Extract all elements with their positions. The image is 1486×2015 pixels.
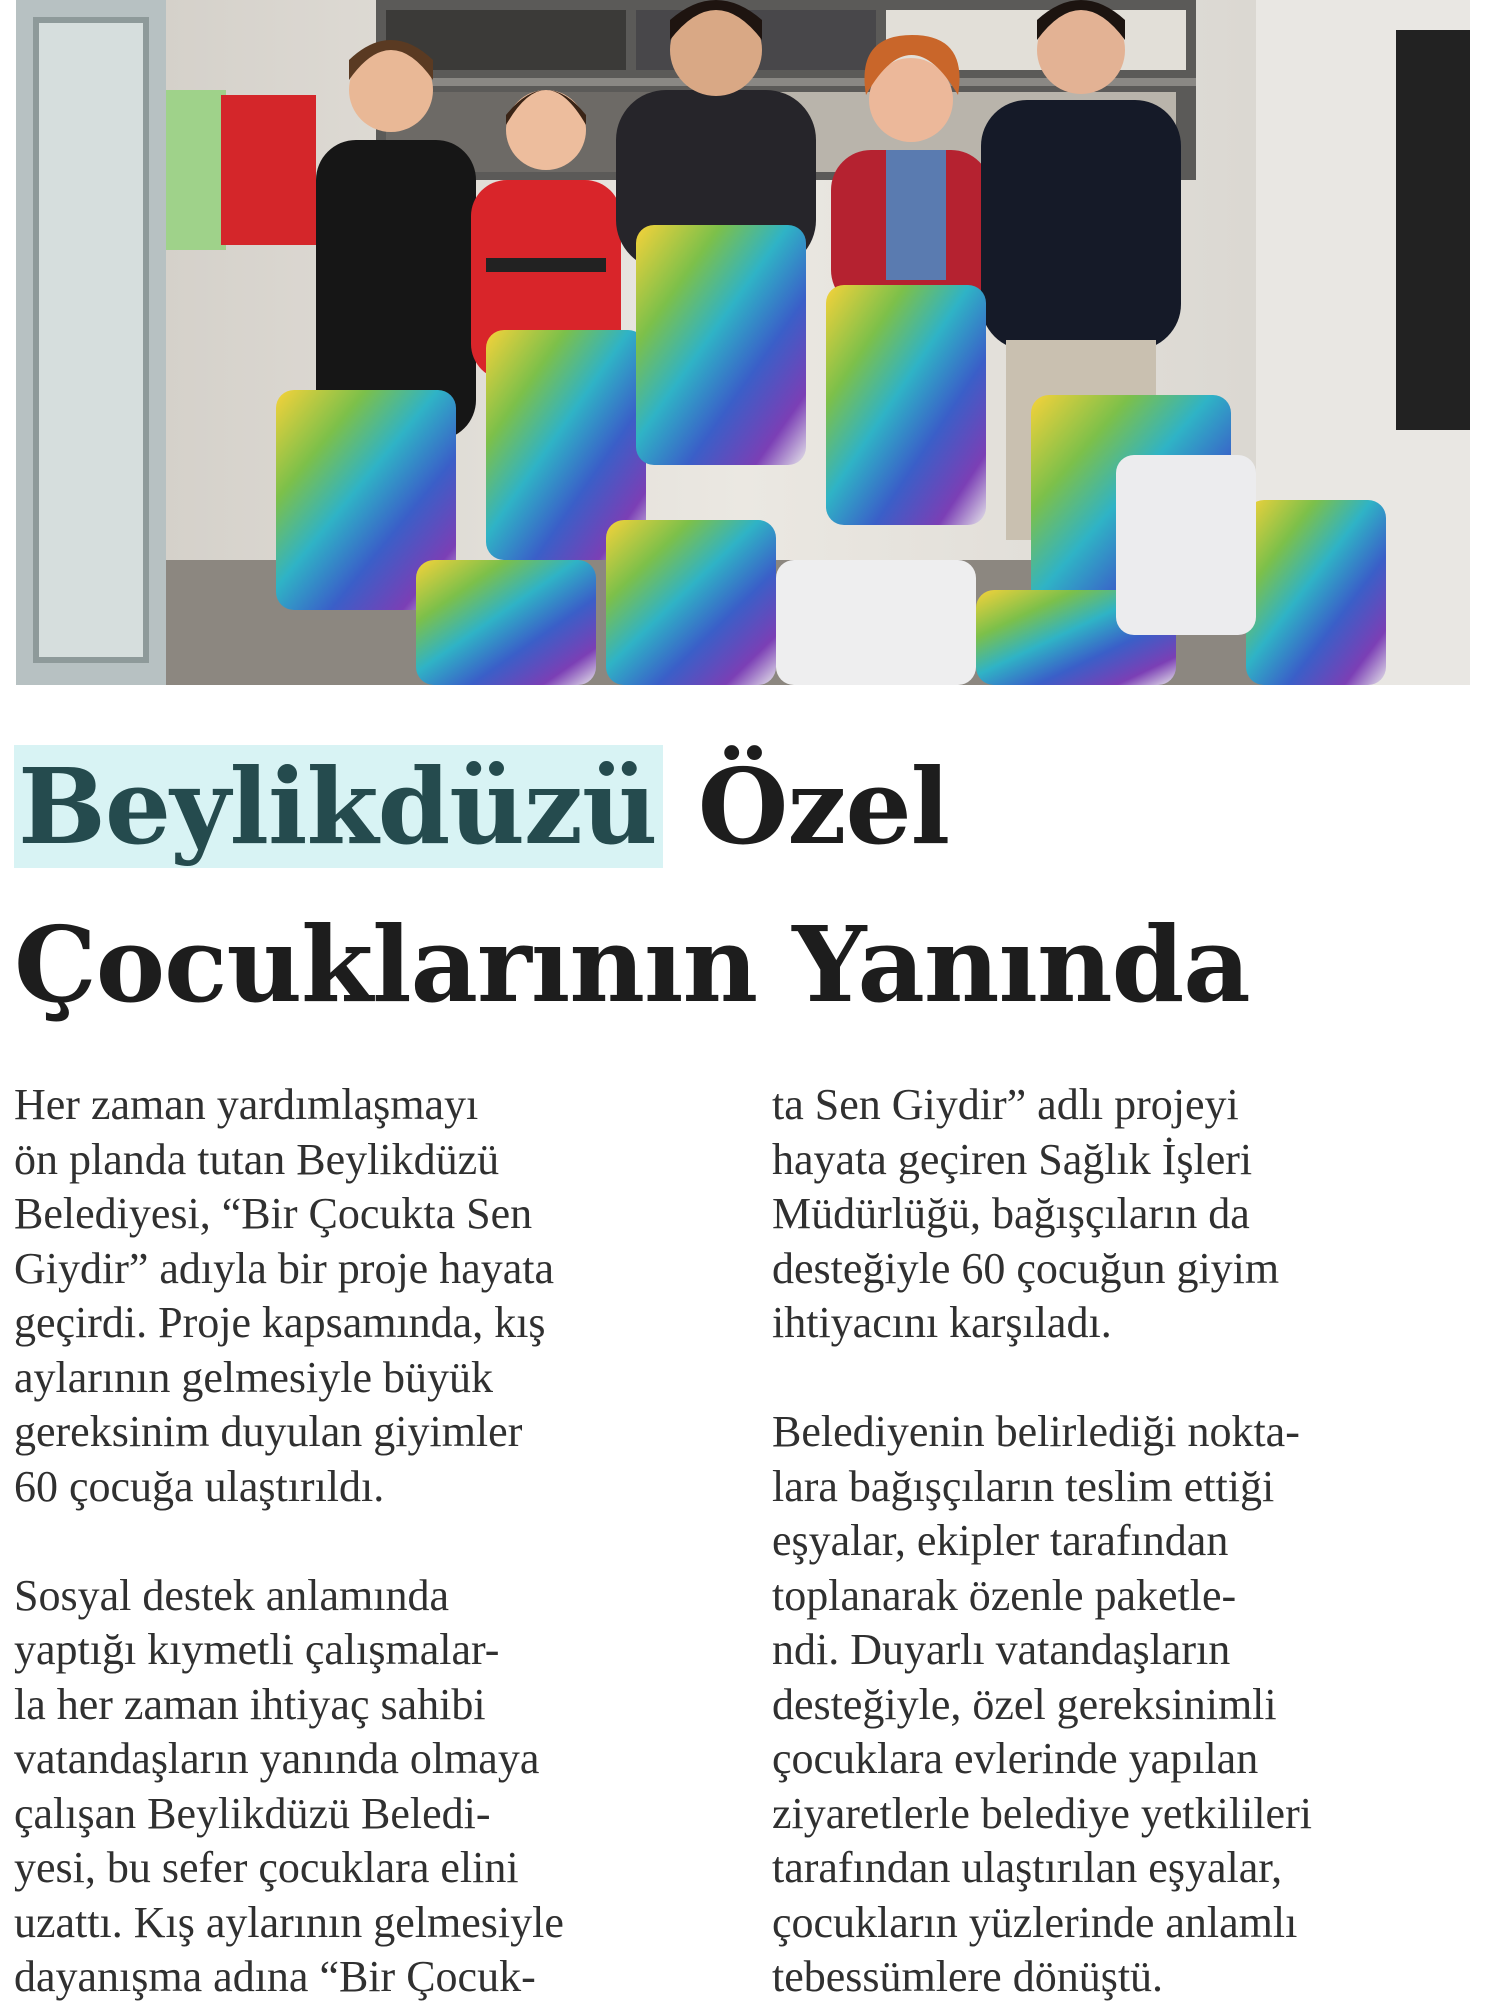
text-line: la her zaman ihtiyaç sahibi <box>14 1679 486 1729</box>
headline-line-1 <box>14 728 1474 886</box>
paragraph <box>772 1078 1486 1351</box>
text-line: tebessümlere dönüştü. <box>772 1952 1164 2001</box>
text-line: uzattı. Kış aylarının gelmesiyle <box>14 1897 564 1947</box>
text-line: toplanarak özenle paketle- <box>772 1570 1237 1620</box>
paragraph-gap <box>772 1351 1486 1406</box>
text-line: Müdürlüğü, bağışçıların da <box>772 1189 1250 1238</box>
paragraph <box>14 1078 734 1514</box>
text-line: ndi. Duyarlı vatandaşların <box>772 1625 1231 1674</box>
text-line: geçirdi. Proje kapsamında, kış <box>14 1298 546 1347</box>
text-line: yaptığı kıymetli çalışmalar- <box>14 1625 500 1674</box>
headline-highlight: Beylikdüzü <box>14 745 663 868</box>
text-line: vatandaşların yanında olmaya <box>14 1734 540 1783</box>
body-column-left <box>14 1078 734 2005</box>
text-line: Belediyesi, “Bir Çocukta Sen <box>14 1189 533 1238</box>
text-line: yesi, bu sefer çocuklara elini <box>14 1843 519 1892</box>
article-headline <box>14 728 1474 1044</box>
text-line: ta Sen Giydir” adlı projeyi <box>772 1080 1239 1129</box>
text-line: gereksinim duyulan giyimler <box>14 1407 523 1456</box>
paragraph-gap <box>14 1514 734 1569</box>
text-line: aylarının gelmesiyle büyük <box>14 1352 493 1402</box>
text-line: ziyaretlerle belediye yetkilileri <box>772 1788 1312 1838</box>
photo-illustration <box>16 0 1470 685</box>
text-line: desteğiyle 60 çocuğun giyim <box>772 1243 1280 1293</box>
text-line: çocukların yüzlerinde anlamlı <box>772 1897 1298 1947</box>
headline-line-2: Çocuklarının Yanında <box>14 903 1250 1026</box>
text-line: dayanışma adına “Bir Çocuk- <box>14 1952 536 2001</box>
article-photo <box>16 0 1470 685</box>
text-line: ihtiyacını karşıladı. <box>772 1298 1112 1347</box>
headline-line-1-rest: Özel <box>662 745 950 868</box>
text-line: Giydir” adıyla bir proje hayata <box>14 1243 555 1293</box>
text-line: Her zaman yardımlaşmayı <box>14 1080 479 1129</box>
text-line: çocuklara evlerinde yapılan <box>772 1734 1259 1783</box>
text-line: çalışan Beylikdüzü Beledi- <box>14 1788 491 1838</box>
text-line: lara bağışçıların teslim ettiği <box>772 1461 1275 1511</box>
text-line: Belediyenin belirlediği nokta- <box>772 1407 1300 1456</box>
text-line: Sosyal destek anlamında <box>14 1570 450 1620</box>
text-line: eşyalar, ekipler tarafından <box>772 1516 1229 1565</box>
text-line: ön planda tutan Beylikdüzü <box>14 1134 500 1184</box>
text-line: 60 çocuğa ulaştırıldı. <box>14 1461 385 1511</box>
body-column-right <box>772 1078 1486 2005</box>
paragraph <box>14 1569 734 2005</box>
text-line: tarafından ulaştırılan eşyalar, <box>772 1843 1283 1892</box>
text-line: hayata geçiren Sağlık İşleri <box>772 1134 1253 1184</box>
paragraph <box>772 1405 1486 2005</box>
text-line: desteğiyle, özel gereksinimli <box>772 1679 1277 1729</box>
